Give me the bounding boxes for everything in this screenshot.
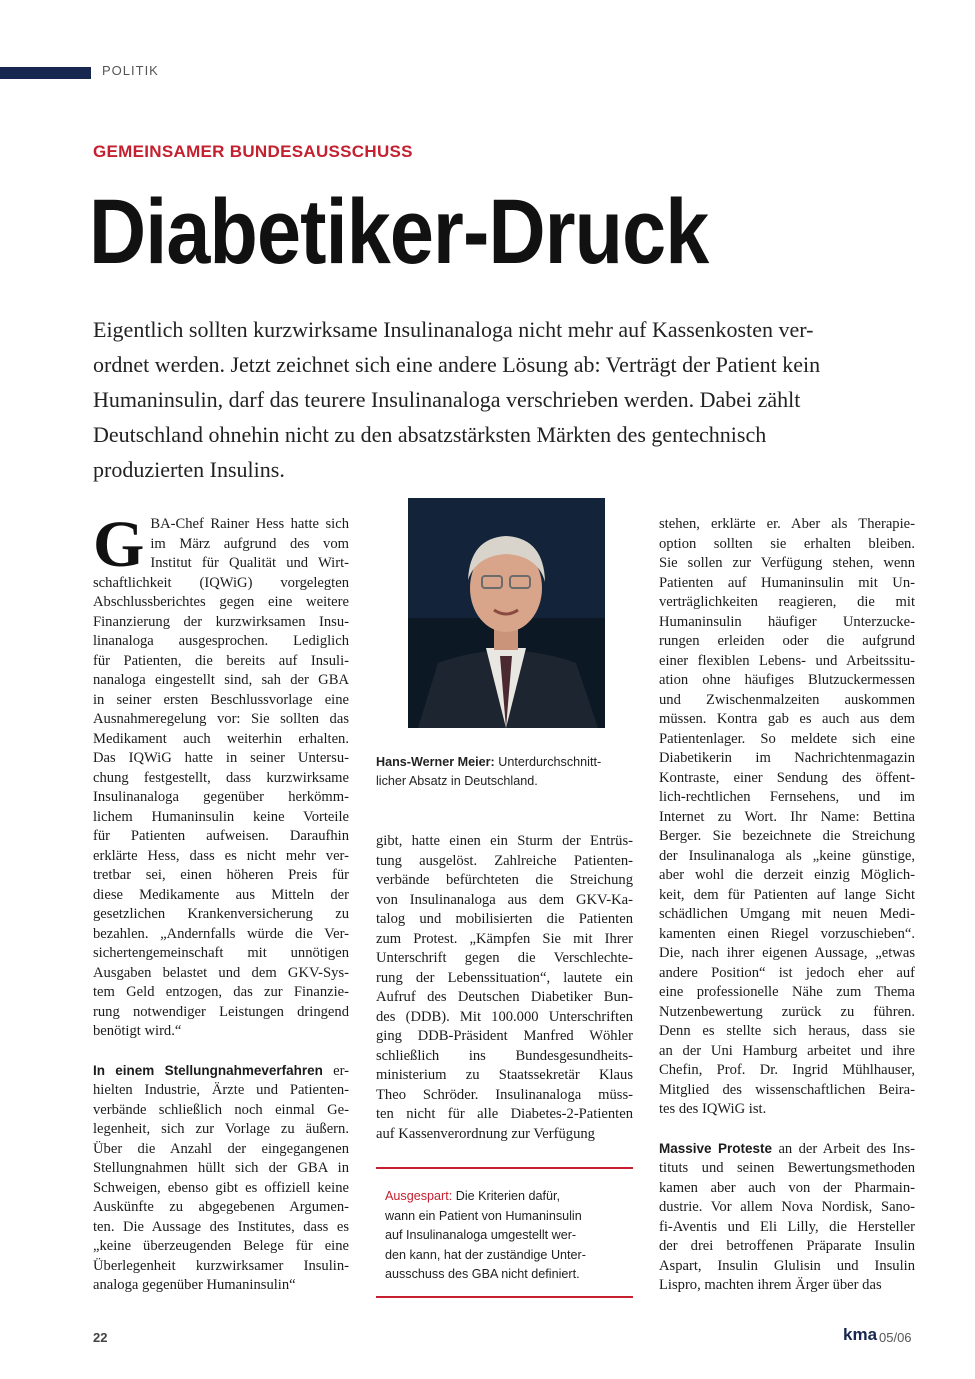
box-line: ausschuss des GBA nicht definiert. [385, 1267, 580, 1281]
text-line: Humaninsulin häufiger Unterzucke- [659, 613, 915, 630]
text-line: Denn es stellte sich heraus, dass sie [659, 1023, 915, 1039]
paragraph [659, 1159, 915, 1296]
text-line: Mitglied des wissenschaftlichen Beira- [659, 1081, 915, 1098]
caption-name: Hans-Werner Meier: [376, 755, 495, 769]
box-rule-top [376, 1167, 633, 1169]
text-fragment: er- [333, 1062, 349, 1079]
text-line: Aufruf des Deutschen Diabetiker Bun- [376, 989, 633, 1005]
info-box [385, 1187, 625, 1285]
text-line: einer flexiblen Lebens- und Arbeitssitu- [659, 652, 915, 669]
text-line: im März aufgrund des vom [150, 535, 349, 552]
paragraph [659, 515, 915, 1120]
text-line: dustrie. Vor allem Nova Nordisk, Sano- [659, 1199, 915, 1215]
text-line: tituts und seinen Bewertungsmethoden [659, 1160, 915, 1176]
text-line: Stellungnahmen hüllt sich der GBA in [93, 1160, 349, 1176]
text-line: rungen erleiden oder die aufgrund [659, 633, 915, 649]
text-line: auf Kassenverordnung zur Verfügung [376, 1125, 595, 1142]
article-kicker: GEMEINSAMER BUNDESAUSSCHUSS [93, 142, 413, 161]
text-fragment: an der Arbeit des Ins- [778, 1140, 915, 1157]
magazine-logo: kma [843, 1325, 878, 1344]
paragraph [93, 1081, 349, 1296]
text-line: tes des IQWiG ist. [659, 1101, 767, 1117]
caption-line [376, 755, 601, 769]
text-line: ation ohne häufiges Blutzuckermessen [659, 672, 915, 688]
text-line: für Patienten aufweisen. Daraufhin [93, 828, 349, 844]
text-line: ten. Die Aussage des Institutes, dass es [93, 1218, 349, 1235]
text-line: lich-rechtlichen Fernsehens, und im [659, 789, 915, 805]
text-line: gesetzlichen Krankenversicherung zu [93, 906, 349, 922]
text-line: ging DDB-Präsident Manfred Wöhler [376, 1028, 633, 1044]
text-line: sichertengemeinschaft mit unnötigen [93, 945, 349, 961]
text-line: zum Protest. „Kämpfen Sie mit Ihrer [376, 930, 633, 947]
text-line: Ausnahmeregelung vor: Sie sollten das [93, 711, 349, 727]
text-line: kamen aber auch von der Pharmain- [659, 1179, 915, 1196]
paragraph [376, 832, 633, 1144]
text-line: schaftlichkeit (IQWiG) vorgelegten [93, 574, 349, 591]
lead-line: Deutschland ohnehin nicht zu den absatzstärksten Märkten des gentechnisch [93, 422, 767, 447]
text-line: BA-Chef Rainer Hess hatte sich [150, 516, 349, 532]
box-line: auf Insulinanaloga umgestellt wer- [385, 1228, 577, 1242]
text-line: ten nicht für alle Diabetes-2-Patienten [376, 1106, 633, 1122]
text-line: schließlich ins Bundesgesundheits- [376, 1047, 633, 1064]
section-color-bar [0, 67, 91, 79]
portrait-illustration [408, 498, 605, 728]
caption-text: Unterdurchschnitt- [498, 755, 602, 769]
text-line: verbände schließlich noch einmal Ge- [93, 1101, 349, 1118]
lead-line: Eigentlich sollten kurzwirksame Insulinanaloga nicht mehr auf Kassenkosten ver- [93, 317, 814, 342]
text-line: fi-Aventis und Eli Lilly, die Hersteller [659, 1218, 915, 1235]
text-line: müssen. Kontra gab es auch aus dem [659, 711, 915, 727]
text-line: Patienten auf Humaninsulin mit Un- [659, 574, 915, 591]
text-line: der drei betroffenen Präparate Insulin [659, 1238, 915, 1254]
text-line: in seiner ersten Beschlussvorlage eine [93, 691, 349, 708]
text-line [93, 1061, 349, 1082]
issue-number: 05/06 [879, 1330, 912, 1345]
text-line: hielten Industrie, Ärzte und Patienten- [93, 1082, 349, 1098]
text-line: keit, dem für Patienten auf lange Sicht [659, 886, 915, 903]
text-line: Ausgaben belastet und dem GKV-Sys- [93, 964, 349, 981]
text-line [659, 1139, 915, 1160]
text-line: Diabetikerin im Nachrichtenmagazin [659, 750, 915, 766]
text-line: Lispro, machten ihrem Ärger über das [659, 1277, 882, 1293]
article-lead [93, 312, 893, 487]
text-line: von Insulinanaloga aus dem GKV-Ka- [376, 891, 633, 908]
photo-caption [376, 753, 633, 791]
text-line: Internet zu Wort. Ihr Name: Bettina [659, 808, 915, 825]
box-line: den kann, hat der zuständige Unter- [385, 1247, 586, 1262]
text-line: Über die Anzahl der eingegangenen [93, 1140, 349, 1157]
text-line: lichem Humaninsulin keine Vorteile [93, 808, 349, 825]
text-line: kamenten einen Riegel vorzuschieben“. [659, 925, 915, 942]
box-text: Die Kriterien dafür, [455, 1189, 561, 1203]
text-line: an der Uni Hamburg arbeitet und ihre [659, 1042, 915, 1059]
text-line: andere Position“ ist jedoch eher auf [659, 964, 915, 981]
box-line: wann ein Patient von Humaninsulin [385, 1208, 582, 1223]
box-line [385, 1189, 560, 1203]
text-line: linanaloga ausgesprochen. Lediglich [93, 633, 349, 649]
box-rule-bottom [376, 1296, 633, 1298]
text-line: Chefin, Prof. Dr. Ingrid Mühlhauser, [659, 1062, 915, 1078]
text-line: Sie sollen zur Verfügung stehen, wenn [659, 555, 915, 571]
text-line: Medikament auch weiterhin erhalten. [93, 730, 349, 747]
text-line: erklärte Hess, dass es nicht mehr ver- [93, 847, 349, 864]
text-line: für Patienten, die bereits auf Insuli- [93, 652, 349, 669]
text-line: und Zwischenmalzeiten auskommen [659, 691, 915, 708]
page-number: 22 [93, 1330, 108, 1345]
text-line: schädlichen Umgang mit neuen Medi- [659, 906, 915, 922]
text-line: ministerium zu Staatssekretär Klaus [376, 1067, 633, 1083]
section-label: POLITIK [102, 63, 159, 78]
text-line: Institut für Qualität und Wirt- [150, 555, 349, 571]
text-line: des (DDB). Mit 100.000 Unterschriften [376, 1008, 633, 1025]
text-line: tem Geld entzogen, das zur Finanzie- [93, 984, 349, 1000]
text-line: Überlegenheit kurzwirksamer Insulin- [93, 1257, 349, 1274]
text-line: Die, nach ihrer eigenen Aussage, „etwas [659, 945, 915, 961]
text-line: rung notwendiger Leistungen dringend [93, 1003, 349, 1020]
text-line: tretbar sei, einen höheren Preis für [93, 867, 349, 883]
box-kicker: Ausgespart: [385, 1189, 453, 1203]
text-line: Schweigen, ebenso gibt es offiziell keine [93, 1179, 349, 1196]
text-line: talog und mobilisierten die Patienten [376, 911, 633, 927]
text-line: nanaloga eingestellt sind, sah der GBA [93, 672, 349, 688]
text-line: Unterschrift gegen die Verschlechte- [376, 950, 633, 966]
text-line: Abschlussberichtes gegen eine weitere [93, 594, 349, 610]
lead-line: ordnet werden. Jetzt zeichnet sich eine andere Lösung ab: Verträgt der Patient kein [93, 352, 821, 377]
text-line: Finanzierung der kurzwirksamen Insu- [93, 613, 349, 630]
text-line: option sollten sie erhalten bleiben. [659, 535, 915, 552]
text-line: eine professionelle Nähe zum Thema [659, 984, 915, 1000]
text-line: Nutzenbewertung zurück zu führen. [659, 1003, 915, 1020]
text-line: verbände befürchteten die Streichung [376, 872, 633, 888]
text-line: legenheit, sich zur Vorlage zu äußern. [93, 1121, 349, 1137]
paragraph [93, 574, 349, 1042]
paragraph-lead-in: Massive Proteste [659, 1140, 773, 1156]
text-line: analoga gegenüber Humaninsulin“ [93, 1277, 296, 1293]
text-line: Auskünfte zu abgegebenen Argumen- [93, 1199, 349, 1215]
lead-line: Humaninsulin, darf das teurere Insulinanaloga verschrieben werden. Dabei zählt [93, 387, 801, 412]
paragraph-lead-in: In einem Stellungnahmeverfahren [93, 1062, 323, 1078]
article-headline: Diabetiker-Druck [89, 181, 709, 283]
text-line: Aspart, Insulin Glulisin und Insulin [659, 1257, 915, 1274]
text-line: verträglichkeiten reagieren, die mit [659, 594, 915, 610]
text-line: Berger. Sie bezeichnete die Streichung [659, 828, 915, 844]
text-line: diese Medikamente aus Mitteln der [93, 886, 349, 903]
text-line: Theo Schröder. Insulinanaloga müss- [376, 1086, 633, 1103]
text-line: rung der Lebenssituation“, lautete ein [376, 969, 633, 986]
text-line: „keine überzeugenden Belege für eine [93, 1238, 349, 1254]
body-column-2 [376, 832, 633, 1144]
caption-line: licher Absatz in Deutschland. [376, 774, 538, 788]
text-line: stehen, erklärte er. Aber als Therapie- [659, 516, 915, 532]
text-line: tung ausgelöst. Zahlreiche Patienten- [376, 852, 633, 869]
text-line: bezahlen. „Andernfalls würde die Ver- [93, 925, 349, 942]
text-line: chung festgestellt, dass kurzwirksame [93, 769, 349, 786]
drop-cap: G [93, 508, 145, 581]
text-line: Kontraste, einer Sendung des öffent- [659, 769, 915, 786]
text-line: Das IQWiG hatte in seiner Untersu- [93, 750, 349, 766]
portrait-photo [408, 498, 605, 728]
lead-line: produzierten Insulins. [93, 457, 285, 482]
text-line: der Insulinanaloga als „keine günstige, [659, 847, 915, 864]
body-column-3 [659, 515, 915, 1296]
text-line: benötigt wird.“ [93, 1023, 182, 1039]
text-line: gibt, hatte einen ein Sturm der Entrüs- [376, 833, 633, 849]
text-line: Insulinanaloga gegenüber herkömm- [93, 789, 349, 805]
text-line: Patientenlager. So meldete sich eine [659, 730, 915, 747]
text-line: aber wohl die derzeit einzig Möglich- [659, 867, 915, 883]
body-column-1 [93, 508, 349, 1296]
